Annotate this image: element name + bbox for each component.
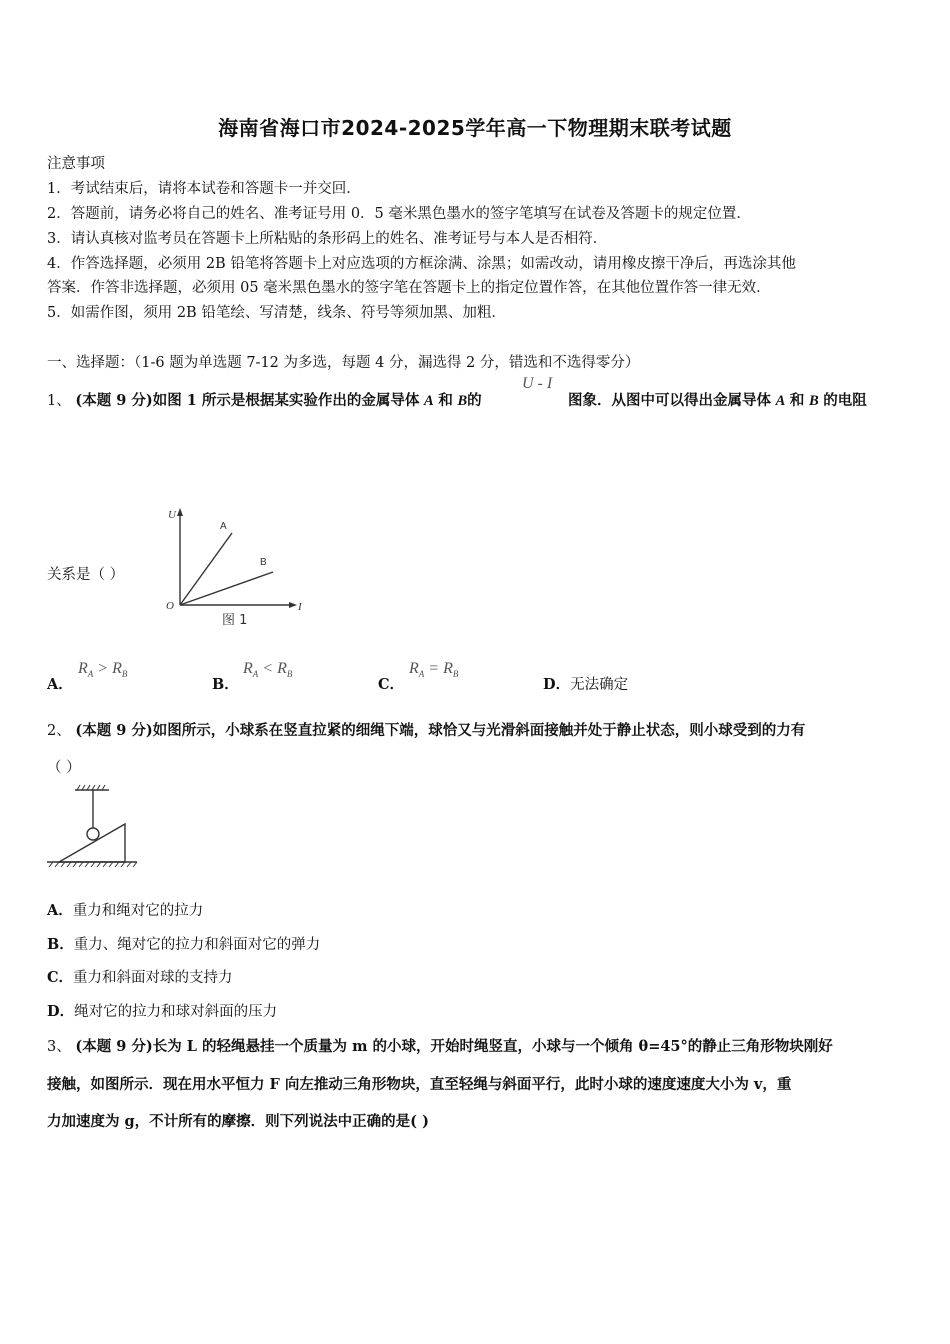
var-b: B	[809, 393, 819, 409]
notice-item: 3．请认真核对监考员在答题卡上所粘贴的条形码上的姓名、准考证号与本人是否相符．	[47, 231, 608, 247]
question-text: 和	[438, 392, 453, 409]
var-a: A	[775, 393, 786, 409]
formula-op: =	[424, 660, 444, 677]
line-b	[180, 572, 273, 605]
axis-u-label: U	[168, 509, 176, 521]
formula-r: R	[78, 660, 88, 677]
option-text: 无法确定	[570, 677, 629, 693]
formula-sub: A	[87, 669, 94, 680]
figure-caption: 图 1	[222, 613, 248, 628]
notice-item: 5．如需作图，须用 2B 铅笔绘、写清楚，线条、符号等须加黑、加粗．	[47, 305, 506, 321]
option-letter: D．	[543, 676, 571, 693]
ground-hatch	[49, 862, 137, 867]
u-axis-arrow	[177, 508, 183, 516]
question-number: 1、	[47, 393, 71, 409]
formula-r: R	[443, 660, 453, 677]
option	[47, 933, 320, 954]
option-text: 重力和斜面对球的支持力	[73, 970, 233, 986]
question-text: 的电阻	[823, 392, 867, 409]
option	[47, 1000, 277, 1021]
notice-item: 2．答题前，请务必将自己的姓名、准考证号用 0．5 毫米黑色墨水的签字笔填写在试卷及答题卡的规定位置．	[47, 206, 751, 222]
option-text: 重力和绳对它的拉力	[72, 903, 204, 919]
question-2-stem	[47, 719, 805, 740]
question-text: 如图所示，小球系在竖直拉紧的细绳下端，球恰又与光滑斜面接触并处于静止状态，则小球受到的力有	[152, 722, 806, 739]
option-letter: B．	[47, 936, 74, 953]
question-1-stem-cont	[568, 389, 867, 410]
question-3-line2: 接触，如图所示．现在用水平恒力 F 向左推动三角形物块，直至轻绳与斜面平行，此时小球的速度速度大小为 v，重	[47, 1076, 792, 1093]
axis-i-label: I	[298, 601, 302, 613]
question-text: 图象．从图中可以得出金属导体	[568, 392, 771, 409]
option-a-formula	[78, 660, 127, 679]
notice-item: 答案．作答非选择题，必须用 05 毫米黑色墨水的签字笔在答题卡上的指定位置作答，在其他位置作答一律无效．	[47, 280, 771, 296]
option-text: 重力、绳对它的拉力和斜面对它的弹力	[73, 937, 321, 953]
option-text: 绳对它的拉力和球对斜面的压力	[74, 1004, 278, 1020]
question-3-line1	[47, 1035, 833, 1056]
line-a-label: A	[220, 521, 227, 532]
origin-label: O	[166, 600, 174, 612]
option-letter: C．	[47, 969, 74, 986]
question-number: 2、	[47, 723, 71, 739]
ui-formula: U - I	[522, 375, 553, 392]
i-axis-arrow	[289, 602, 297, 608]
section-heading: 一、选择题：（1-6 题为单选题 7-12 为多选，每题 4 分，漏选得 2 分，错选和不选得零分）	[47, 355, 640, 371]
notice-item: 1．考试结束后，请将本试卷和答题卡一并交回．	[47, 181, 361, 197]
ball-incline-figure	[45, 784, 140, 874]
option-letter: D．	[47, 1003, 75, 1020]
option-letter: B．	[212, 676, 239, 693]
question-points: (本题 9 分)	[75, 1038, 153, 1055]
formula-sub: A	[252, 669, 259, 680]
ui-graph-figure	[160, 500, 310, 635]
formula-op: >	[93, 660, 113, 677]
formula-sub: B	[121, 669, 128, 680]
question-text: 和	[789, 392, 805, 409]
line-a	[180, 533, 232, 605]
option-d	[543, 673, 628, 694]
question-points: (本题 9 分)	[75, 722, 153, 739]
option-letter: C．	[378, 676, 405, 693]
formula-sub: A	[418, 669, 425, 680]
formula-sub: B	[286, 669, 293, 680]
ball	[87, 828, 99, 840]
question-3-line3: 力加速度为 g，不计所有的摩擦．则下列说法中正确的是( )	[47, 1113, 429, 1130]
ceiling-hatch	[77, 785, 105, 790]
question-points: (本题 9 分)	[75, 392, 153, 409]
question-number: 3、	[47, 1039, 71, 1055]
question-1-cont: 关系是（ ）	[47, 567, 125, 583]
option	[47, 966, 233, 987]
option	[47, 899, 203, 920]
option-b-formula	[243, 660, 292, 679]
question-1-stem	[47, 389, 482, 410]
question-text: 如图 1 所示是根据某实验作出的金属导体	[152, 392, 420, 409]
line-b-label: B	[260, 557, 267, 568]
question-2-paren: （ ）	[47, 760, 81, 776]
notice-item: 4．作答选择题，必须用 2B 铅笔将答题卡上对应选项的方框涂满、涂黑；如需改动，请用橡皮擦干净后，再选涂其他	[47, 256, 796, 272]
formula-r: R	[277, 660, 287, 677]
var-b: B	[457, 393, 468, 409]
option-c-formula	[409, 660, 458, 679]
notice-heading: 注意事项	[47, 156, 105, 172]
var-a: A	[424, 393, 434, 409]
option-letter: A．	[47, 676, 73, 693]
formula-r: R	[409, 660, 419, 677]
formula-op: <	[258, 660, 278, 677]
question-text: 的	[467, 392, 482, 409]
option-letter: A．	[47, 902, 73, 919]
formula-r: R	[243, 660, 253, 677]
question-text: 长为 L 的轻绳悬挂一个质量为 m 的小球，开始时绳竖直，小球与一个倾角 θ=45°的静止三角形物块刚好	[152, 1038, 833, 1055]
formula-r: R	[112, 660, 122, 677]
formula-sub: B	[452, 669, 459, 680]
page-title: 海南省海口市2024-2025学年高一下物理期末联考试题	[218, 116, 732, 140]
